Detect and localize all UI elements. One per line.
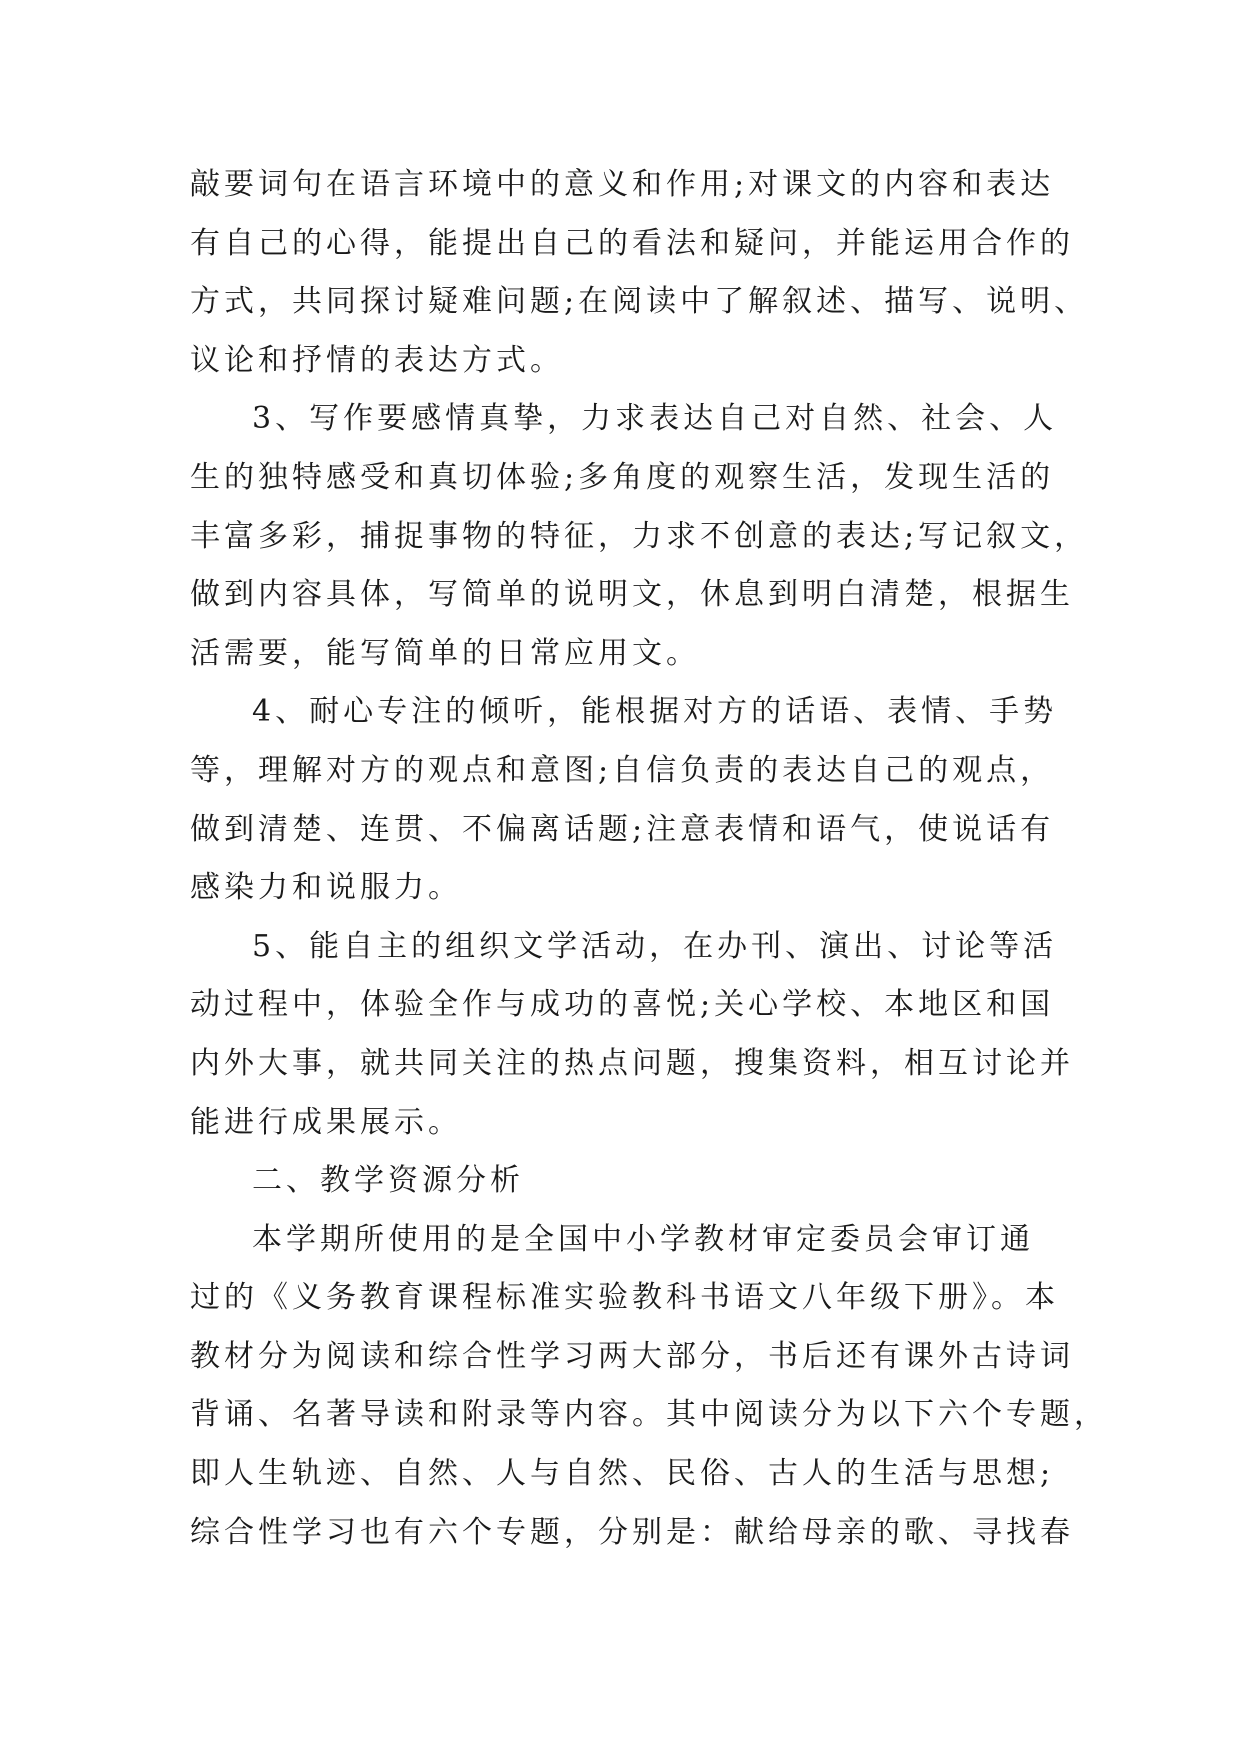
paragraph-start-line: 4、耐心专注的倾听，能根据对方的话语、表情、手势 [252, 694, 1058, 730]
text-line: 综合性学习也有六个专题，分别是：献给母亲的歌、寻找春 [190, 1514, 1074, 1550]
paragraph-start-line: 5、能自主的组织文学活动，在办刊、演出、讨论等活 [252, 928, 1058, 964]
text-line: 能进行成果展示。 [190, 1104, 462, 1140]
text-line: 丰富多彩，捕捉事物的特征，力求不创意的表达;写记叙文， [190, 518, 1089, 554]
text-line: 议论和抒情的表达方式。 [190, 342, 564, 378]
text-line: 方式，共同探讨疑难问题;在阅读中了解叙述、描写、说明、 [190, 284, 1089, 320]
text-line: 活需要，能写简单的日常应用文。 [190, 635, 700, 671]
text-line: 有自己的心得，能提出自己的看法和疑问，并能运用合作的 [190, 225, 1074, 261]
text-line: 教材分为阅读和综合性学习两大部分，书后还有课外古诗词 [190, 1338, 1074, 1374]
section-heading: 二、教学资源分析 [252, 1163, 524, 1199]
text-line: 感染力和说服力。 [190, 870, 462, 906]
text-line: 等，理解对方的观点和意图;自信负责的表达自己的观点， [190, 752, 1055, 788]
paragraph-start-line: 本学期所使用的是全国中小学教材审定委员会审订通 [252, 1221, 1034, 1257]
text-line: 做到清楚、连贯、不偏离话题;注意表情和语气，使说话有 [190, 811, 1055, 847]
paragraph-start-line: 3、写作要感情真挚，力求表达自己对自然、社会、人 [252, 401, 1058, 437]
text-line: 内外大事，就共同关注的热点问题，搜集资料，相互讨论并 [190, 1045, 1074, 1081]
text-line: 敲要词句在语言环境中的意义和作用;对课文的内容和表达 [190, 167, 1055, 202]
text-line: 做到内容具体，写简单的说明文，休息到明白清楚，根据生 [190, 577, 1074, 613]
text-line: 动过程中，体验全作与成功的喜悦;关心学校、本地区和国 [190, 987, 1055, 1023]
document-page [190, 156, 1108, 1562]
text-line: 背诵、名著导读和附录等内容。其中阅读分为以下六个专题， [190, 1397, 1108, 1433]
text-line: 过的《义务教育课程标准实验教科书语文八年级下册》。本 [190, 1280, 1059, 1316]
text-line: 即人生轨迹、自然、人与自然、民俗、古人的生活与思想; [190, 1456, 1055, 1492]
text-line: 生的独特感受和真切体验;多角度的观察生活，发现生活的 [190, 459, 1055, 495]
